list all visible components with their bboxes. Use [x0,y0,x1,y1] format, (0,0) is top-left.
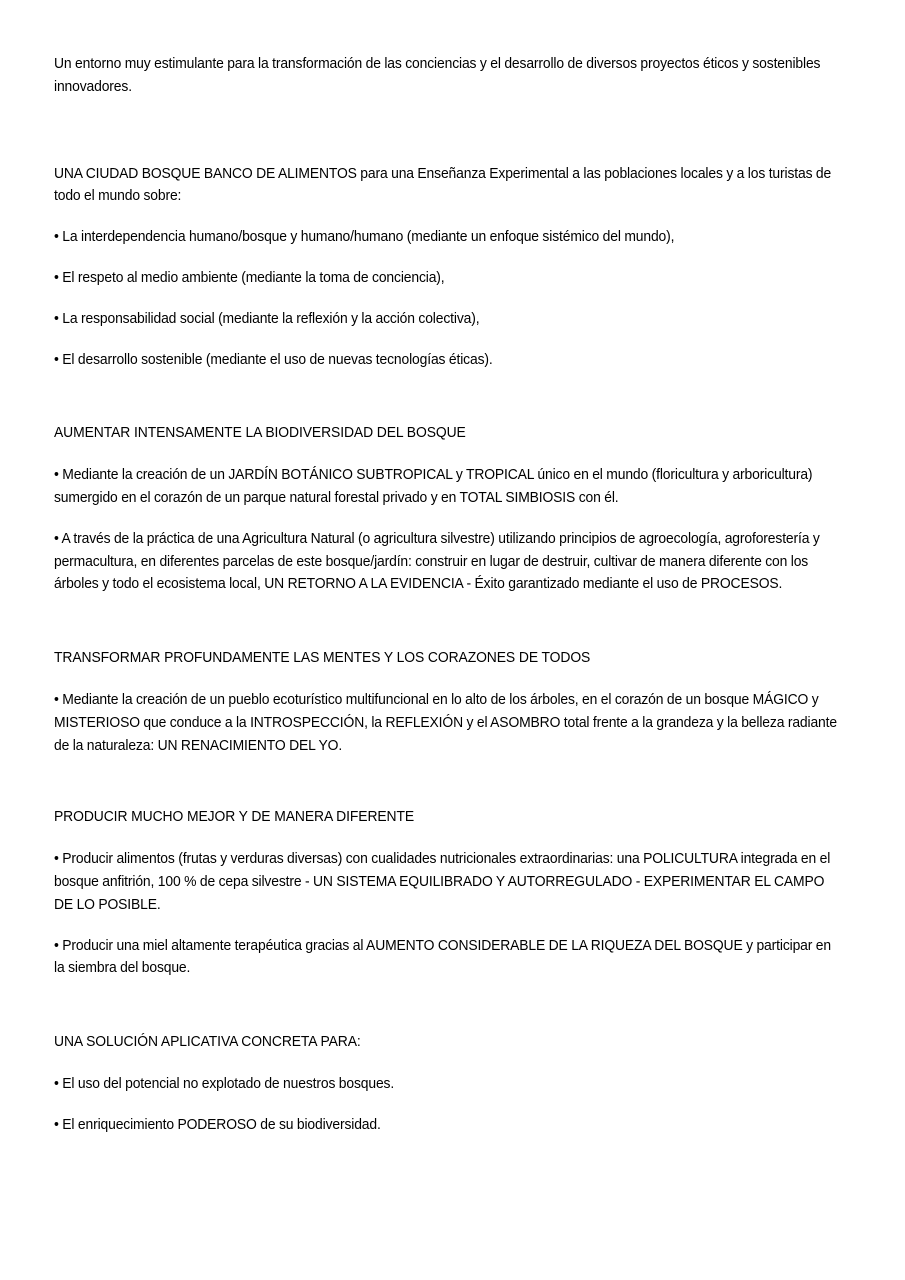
list-item: • A través de la práctica de una Agricultura Natural (o agricultura silvestre) utilizando principios de agroecología, agroforestería y permacultura, en diferentes parcelas de este bosque/jardín: construir en lugar de destruir, cultivar de manera diferente con los árboles y todo el ecosistema local, UN RETORNO A LA EVIDENCIA - Éxito garantizado mediante el uso de PROCESOS. [54,529,820,593]
list-item: • La interdependencia humano/bosque y humano/humano (mediante un enfoque sistémico del mundo), [54,228,675,246]
section-heading: TRANSFORMAR PROFUNDAMENTE LAS MENTES Y LOS CORAZONES DE TODOS [54,649,591,667]
spacer [54,249,846,267]
section-transformar [54,647,846,757]
spacer [54,1096,846,1114]
list-item: • Mediante la creación de un pueblo ecoturístico multifuncional en lo alto de los árboles, en el corazón de un bosque MÁGICO y MISTERIOSO que conduce a la INTROSPECCIÓN, la REFLEXIÓN y el ASOMBRO total frente a la grandeza y la belleza radiante de la naturaleza: UN RENACIMIENTO DEL YO. [54,690,837,754]
intro-paragraph: Un entorno muy estimulante para la transformación de las conciencias y el desarrollo de diversos proyectos éticos y sostenibles innovadores. [54,55,821,95]
spacer [54,99,846,163]
document-content [54,53,846,1137]
spacer [54,980,846,1031]
section-biodiversidad [54,422,846,596]
spacer [54,757,846,806]
spacer [54,829,846,848]
section-ciudad-bosque [54,163,846,372]
section-lead: UNA CIUDAD BOSQUE BANCO DE ALIMENTOS para una Enseñanza Experimental a las poblaciones locales y a los turistas de todo el mundo sobre: [54,164,832,205]
spacer [54,917,846,935]
list-item: • El respeto al medio ambiente (mediante la toma de conciencia), [54,268,445,286]
section-heading: PRODUCIR MUCHO MEJOR Y DE MANERA DIFERENTE [54,808,415,826]
section-heading: UNA SOLUCIÓN APLICATIVA CONCRETA PARA: [54,1033,361,1051]
list-item: • El desarrollo sostenible (mediante el uso de nuevas tecnologías éticas). [54,350,493,368]
list-item: • Producir una miel altamente terapéutica gracias al AUMENTO CONSIDERABLE DE LA RIQUEZA DEL BOSQUE y participar en la siembra del bosque. [54,936,831,977]
spacer [54,596,846,647]
spacer [54,445,846,464]
spacer [54,1054,846,1073]
spacer [54,510,846,528]
spacer [54,670,846,689]
list-item: • El uso del potencial no explotado de nuestros bosques. [54,1074,395,1092]
section-producir [54,806,846,980]
list-item: • Mediante la creación de un JARDÍN BOTÁNICO SUBTROPICAL y TROPICAL único en el mundo (floricultura y arboricultura) sumergido en el corazón de un parque natural forestal privado y en TOTAL SIMBIOSIS con él. [54,466,813,506]
spacer [54,208,846,226]
list-item: • El enriquecimiento PODEROSO de su biodiversidad. [54,1115,381,1133]
section-solucion [54,1031,846,1136]
list-item: • La responsabilidad social (mediante la reflexión y la acción colectiva), [54,309,480,327]
spacer [54,331,846,349]
list-item: • Producir alimentos (frutas y verduras diversas) con cualidades nutricionales extraordinarias: una POLICULTURA integrada en el bosque anfitrión, 100 % de cepa silvestre - UN SISTEMA EQUILIBRADO Y AUTORREGULADO - EXPERIMENTAR EL CAMPO DE LO POSIBLE. [54,850,831,913]
spacer [54,371,846,422]
section-heading: AUMENTAR INTENSAMENTE LA BIODIVERSIDAD DEL BOSQUE [54,424,466,442]
spacer [54,290,846,308]
